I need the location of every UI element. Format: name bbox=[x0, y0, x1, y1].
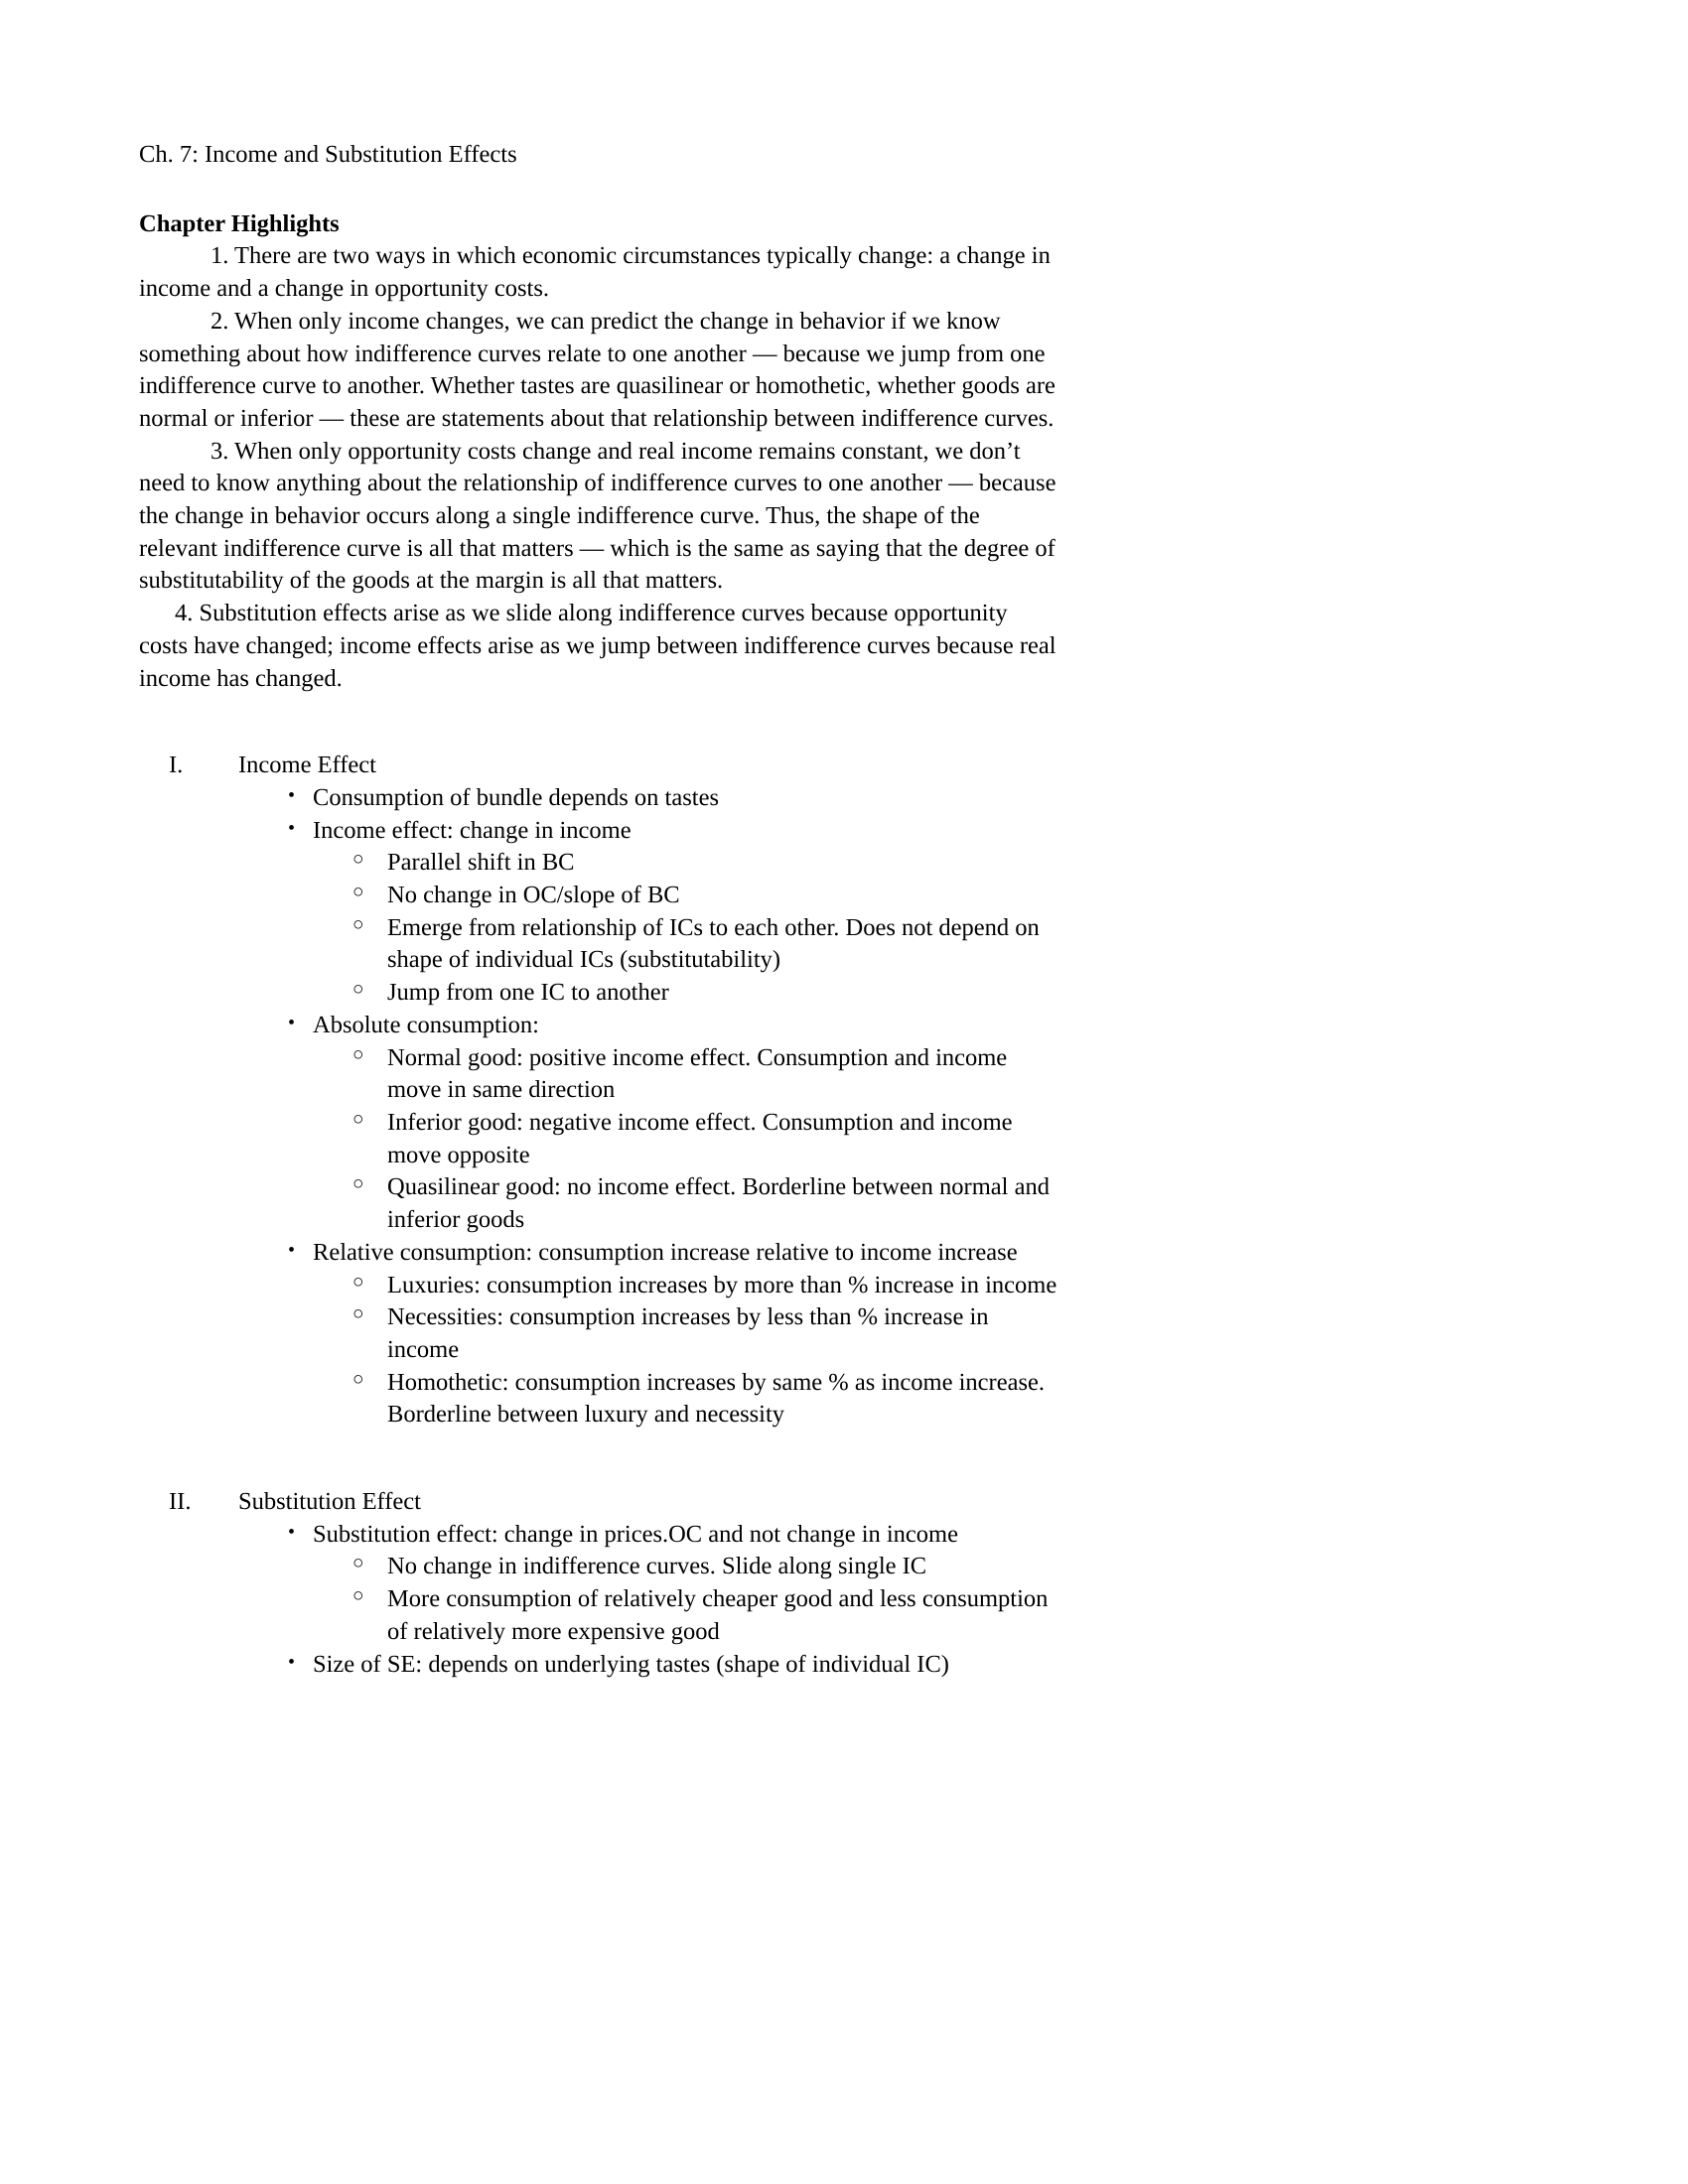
circle-icon: ○ bbox=[352, 1108, 364, 1130]
bullet-icon: • bbox=[288, 1650, 296, 1673]
sub-list-item bbox=[139, 1042, 1057, 1107]
list-item bbox=[139, 815, 1057, 848]
sub-list-item-text: Necessities: consumption increases by less than % increase in income bbox=[387, 1303, 989, 1363]
list-item-text: Substitution effect: change in prices.OC and not change in income bbox=[313, 1520, 958, 1548]
circle-icon: ○ bbox=[352, 1303, 364, 1325]
circle-icon: ○ bbox=[352, 1271, 364, 1293]
sub-list-item-text: Homothetic: consumption increases by same % as income increase. Borderline between luxury and necessity bbox=[387, 1368, 1045, 1429]
bullet-icon: • bbox=[288, 783, 296, 806]
bullet-icon: • bbox=[288, 1011, 296, 1033]
sub-list-item bbox=[139, 1171, 1057, 1236]
spacer bbox=[139, 1432, 1057, 1486]
sub-list bbox=[139, 1042, 1057, 1237]
sub-list-item-text: Inferior good: negative income effect. Consumption and income move opposite bbox=[387, 1108, 1013, 1168]
sub-list bbox=[139, 847, 1057, 1010]
sub-list-item bbox=[139, 1270, 1057, 1302]
roman-heading-text-ii: Substitution Effect bbox=[238, 1488, 421, 1516]
circle-icon: ○ bbox=[352, 1043, 364, 1065]
circle-icon: ○ bbox=[352, 1553, 364, 1574]
sub-list-item bbox=[139, 1367, 1057, 1432]
sub-list-item-text: More consumption of relatively cheaper good and less consumption of relatively more expensive good bbox=[387, 1585, 1049, 1645]
bullet-icon: • bbox=[288, 816, 296, 839]
sub-list-item bbox=[139, 847, 1057, 880]
sub-list-item bbox=[139, 1583, 1057, 1648]
highlight-paragraph-4: 4. Substitution effects arise as we slide along indifference curves because opportunity costs have changed; income effects arise as we jump between indifference curves because real income has changed. bbox=[139, 600, 1056, 692]
bullet-icon: • bbox=[288, 1520, 296, 1543]
list-item bbox=[139, 782, 1057, 815]
list-item bbox=[139, 1010, 1057, 1042]
circle-icon: ○ bbox=[352, 1173, 364, 1195]
sub-list-item-text: No change in OC/slope of BC bbox=[387, 882, 680, 909]
roman-heading-text-i: Income Effect bbox=[238, 751, 376, 779]
sub-list-item-text: Quasilinear good: no income effect. Borderline between normal and inferior goods bbox=[387, 1173, 1050, 1234]
roman-numeral-ii: II. bbox=[169, 1488, 192, 1516]
roman-numeral-i: I. bbox=[169, 751, 184, 779]
list-item bbox=[139, 1519, 1057, 1552]
list-item-text: Relative consumption: consumption increase relative to income increase bbox=[313, 1238, 1018, 1266]
sub-list-item bbox=[139, 880, 1057, 912]
chapter-highlights-heading: Chapter Highlights bbox=[139, 209, 340, 237]
list-item-text: Size of SE: depends on underlying tastes (shape of individual IC) bbox=[313, 1650, 949, 1678]
outline-section-i bbox=[139, 750, 1057, 1432]
sub-list-item-text: Luxuries: consumption increases by more than % increase in income bbox=[387, 1271, 1057, 1298]
spacer bbox=[139, 172, 1057, 208]
spacer bbox=[139, 695, 1057, 750]
sub-list-item bbox=[139, 1301, 1057, 1366]
document-body bbox=[139, 139, 1057, 1681]
sub-list-item bbox=[139, 1107, 1057, 1171]
list-item-text: Absolute consumption: bbox=[313, 1011, 539, 1038]
sub-list bbox=[139, 1551, 1057, 1648]
circle-icon: ○ bbox=[352, 882, 364, 903]
bullet-list-i bbox=[139, 782, 1057, 1432]
circle-icon: ○ bbox=[352, 1368, 364, 1390]
highlight-paragraph-2: 2. When only income changes, we can predict the change in behavior if we know something about how indifference curves relate to one another — because we jump from one indifference curve to another. Whether tastes are quasilinear or homothetic, whether goods are normal or inferior — these are statements about that relationship between indifference curves. bbox=[139, 307, 1055, 432]
sub-list-item-text: Parallel shift in BC bbox=[387, 849, 575, 877]
highlight-paragraph-3: 3. When only opportunity costs change and real income remains constant, we don’t need to know anything about the relationship of indifference curves to one another — because the change in behavior occurs along a single indifference curve. Thus, the shape of the relevant indifference curve is all that matters — which is the same as saying that the degree of substitutability of the goods at the margin is all that matters. bbox=[139, 437, 1056, 595]
circle-icon: ○ bbox=[352, 913, 364, 935]
list-item bbox=[139, 1649, 1057, 1682]
list-item-text: Consumption of bundle depends on tastes bbox=[313, 783, 719, 811]
sub-list-item bbox=[139, 912, 1057, 977]
bullet-list-ii bbox=[139, 1519, 1057, 1682]
outline-section-ii bbox=[139, 1486, 1057, 1681]
list-item-text: Income effect: change in income bbox=[313, 816, 632, 844]
list-item bbox=[139, 1237, 1057, 1270]
circle-icon: ○ bbox=[352, 979, 364, 1001]
sub-list bbox=[139, 1270, 1057, 1433]
sub-list-item-text: Emerge from relationship of ICs to each other. Does not depend on shape of individual ICs (substitutability) bbox=[387, 913, 1040, 974]
highlights-paragraphs bbox=[139, 240, 1057, 695]
circle-icon: ○ bbox=[352, 849, 364, 871]
sub-list-item-text: No change in indifference curves. Slide along single IC bbox=[387, 1553, 927, 1580]
highlight-paragraph-1: 1. There are two ways in which economic circumstances typically change: a change in income and a change in opportunity costs. bbox=[139, 242, 1051, 303]
sub-list-item-text: Jump from one IC to another bbox=[387, 979, 669, 1007]
circle-icon: ○ bbox=[352, 1585, 364, 1607]
page-title: Ch. 7: Income and Substitution Effects bbox=[139, 141, 517, 168]
bullet-icon: • bbox=[288, 1238, 296, 1261]
sub-list-item bbox=[139, 1551, 1057, 1583]
roman-heading-ii bbox=[139, 1486, 1057, 1519]
sub-list-item bbox=[139, 977, 1057, 1010]
sub-list-item-text: Normal good: positive income effect. Consumption and income move in same direction bbox=[387, 1043, 1008, 1104]
roman-heading-i bbox=[139, 750, 1057, 782]
